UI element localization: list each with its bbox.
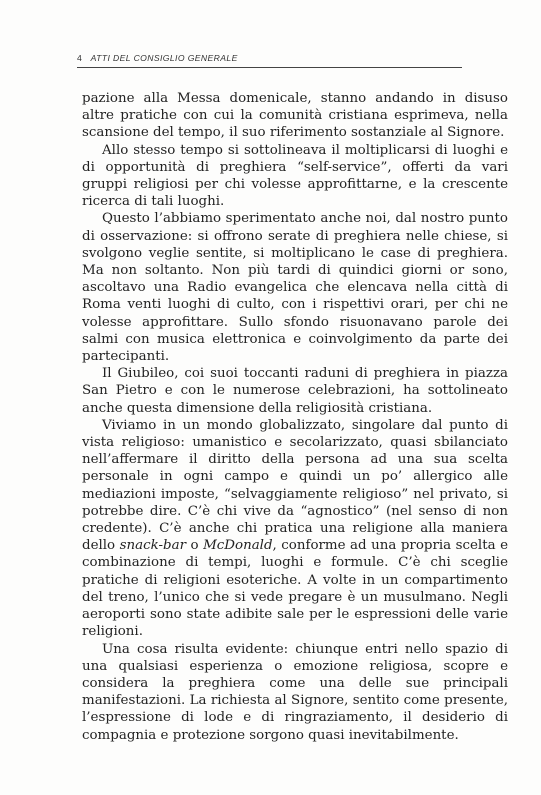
paragraph-4: Il Giubileo, coi suoi toccanti raduni di preghiera in piazza San Pietro e con le numerose celebrazioni, ha sottolineato anche questa dimensione della religiosità cristiana. [82,366,508,416]
body-text [82,90,508,744]
paragraph-5-part-3: , conforme ad una propria scelta e combinazione di tempi, luoghi e formule. C’è chi sceglie pratiche di religioni esoteriche. A volte in un compartimento del treno, l’unico che si vede pregare è un musulmano. Negli aeroporti sono state adibite sale per le espressioni delle varie religioni. [82,538,508,640]
paragraph-5-italic-snack-bar: snack-bar [119,538,186,554]
paragraph-5-part-2: o [185,538,204,554]
running-title: ATTI DEL CONSIGLIO GENERALE [90,53,238,63]
paragraph-2: Allo stesso tempo si sottolineava il moltiplicarsi di luoghi e di opportunità di preghiera “self-service”, offerti da vari gruppi religiosi per chi volesse approfittarne, e la crescente ricerca di tali luoghi. [82,142,508,210]
paragraph-5-part-1: Viviamo in un mondo globalizzato, singolare dal punto di vista religioso: umanistico e secolarizzato, quasi sbilanciato nell’affermare il diritto della persona ad una sua scelta personale in ogni campo e quindi un po’ allergico alle mediazioni imposte, “selvaggiamente religioso” nel privato, si potrebbe dire. C’è chi vive da “agnostico” (nel senso di non credente). C’è anche chi pratica una religione alla maniera dello [82,417,508,554]
paragraph-5 [82,417,508,641]
running-head [77,53,462,68]
paragraph-1: pazione alla Messa domenicale, stanno andando in disuso altre pratiche con cui la comunità cristiana esprimeva, nella scansione del tempo, il suo riferimento sostanziale al Signore. [82,91,508,141]
paragraph-3: Questo l’abbiamo sperimentato anche noi, dal nostro punto di osservazione: si offrono serate di preghiera nelle chiese, si svolgono veglie sentite, si moltiplicano le case di preghiera. Ma non soltanto. Non più tardi di quindici giorni or sono, ascoltavo una Radio evangelica che elencava nella città di Roma venti luoghi di culto, con i rispettivi orari, per chi ne volesse approfittare. Sullo sfondo risuonavano parole dei salmi con musica elettronica e coinvolgimento da parte dei partecipanti. [82,211,508,365]
paragraph-5-italic-mcdonald: McDonald [203,538,273,554]
paragraph-6: Una cosa risulta evidente: chiunque entri nello spazio di una qualsiasi esperienza o emozione religiosa, scopre e considera la preghiera come una delle sue principali manifestazioni. La richiesta al Signore, sentito come presente, l’espressione di lode e di ringraziamento, il desiderio di compagnia e protezione sorgono quasi inevitabilmente. [82,641,508,743]
page-number: 4 [77,53,83,63]
